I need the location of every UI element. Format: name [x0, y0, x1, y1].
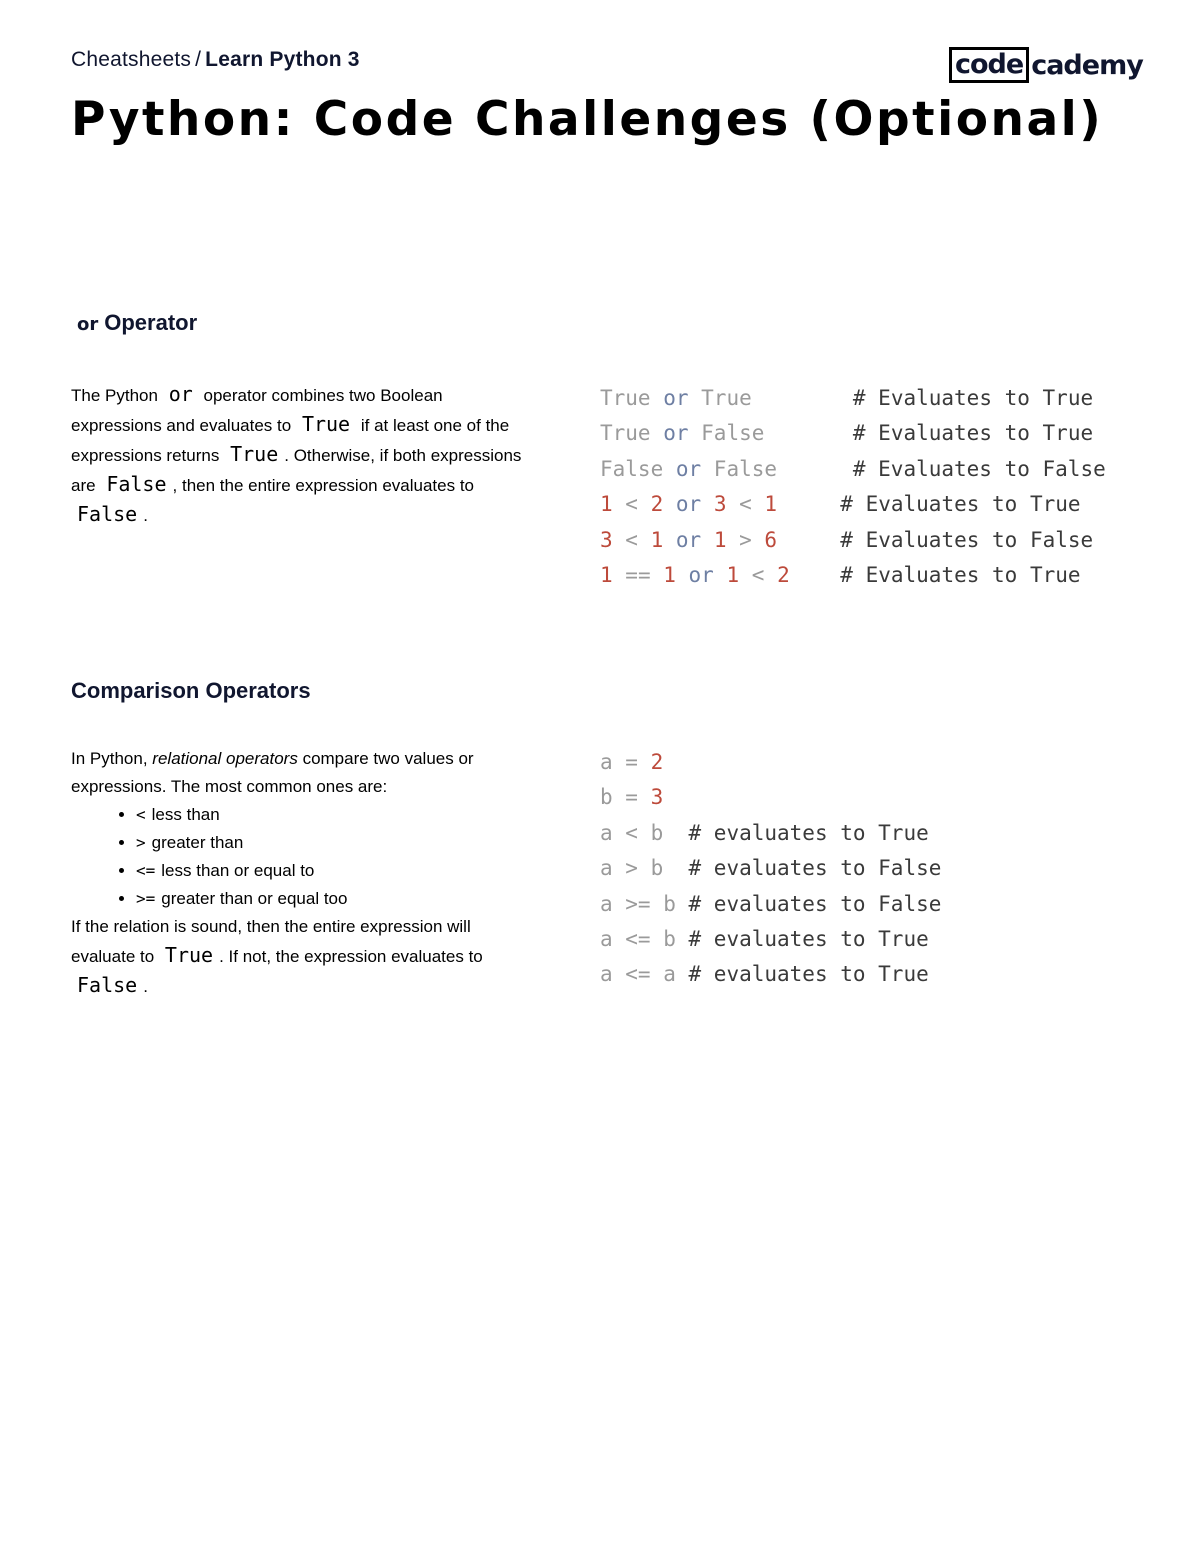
desc-text: operator combines two Boolean expressions and evaluates to — [71, 386, 443, 435]
or-operator-description — [71, 380, 531, 530]
code-token: or — [663, 456, 714, 481]
code-token — [777, 492, 840, 516]
inline-code: or — [168, 382, 193, 406]
code-token — [752, 386, 853, 410]
comparison-operators-code-example — [600, 745, 941, 993]
codecademy-logo[interactable] — [949, 46, 1143, 84]
code-token: > — [726, 527, 765, 552]
breadcrumb-separator: / — [195, 48, 202, 71]
desc-text: . — [143, 977, 148, 996]
code-token: 2 — [650, 750, 664, 774]
operator-list — [71, 801, 531, 913]
code-comment: # evaluates to True — [688, 820, 929, 845]
code-token: < — [726, 492, 765, 517]
code-line — [600, 416, 1106, 451]
desc-text: The Python — [71, 386, 158, 405]
code-comment: # Evaluates to True — [852, 386, 1094, 410]
code-token: 3 — [650, 785, 664, 810]
code-token: == — [612, 563, 664, 588]
desc-text: In Python, — [71, 749, 148, 768]
operator-label: greater than or equal too — [161, 889, 348, 908]
code-line — [600, 780, 941, 815]
code-comment: # evaluates to True — [688, 927, 929, 952]
code-comment: # Evaluates to True — [840, 492, 1081, 517]
code-comment: # Evaluates to False — [840, 527, 1094, 552]
code-token: or — [650, 421, 702, 446]
code-comment: # Evaluates to True — [840, 563, 1081, 588]
heading-inline-code: or — [77, 314, 99, 335]
inline-code: True — [164, 943, 214, 967]
code-line — [600, 558, 1106, 593]
inline-code: False — [77, 502, 138, 526]
desc-text: . — [143, 506, 148, 525]
code-comment: # evaluates to True — [688, 962, 929, 987]
desc-text: , then the entire expression evaluates to — [172, 476, 474, 495]
list-item — [136, 857, 531, 885]
inline-code: False — [77, 973, 138, 997]
list-item — [136, 885, 531, 913]
list-item — [136, 829, 531, 857]
code-token: a > b — [600, 856, 689, 881]
inline-code: False — [106, 472, 167, 496]
code-token: or — [663, 527, 714, 552]
code-token: False — [713, 456, 778, 481]
desc-text: If the relation is sound, then the entire expression will evaluate to — [71, 917, 471, 966]
desc-text: . Otherwise, if both expressions are — [71, 446, 522, 495]
code-comment: # evaluates to False — [688, 856, 942, 881]
code-line — [600, 851, 941, 886]
code-line — [600, 523, 1106, 558]
code-token — [790, 563, 841, 587]
code-token: < — [612, 492, 651, 517]
code-token: or — [675, 563, 727, 588]
code-comment: # evaluates to False — [688, 891, 942, 916]
code-token: 6 — [764, 527, 778, 552]
code-token: True — [600, 421, 651, 446]
desc-text: . If not, the expression evaluates to — [219, 947, 483, 966]
code-token: < — [739, 563, 778, 588]
code-token: 1 — [650, 527, 664, 552]
breadcrumb-root-link[interactable]: Cheatsheets — [71, 48, 192, 71]
code-comment: # Evaluates to False — [852, 456, 1106, 481]
inline-code: True — [301, 412, 351, 436]
operator-label: less than — [151, 805, 220, 824]
code-line — [600, 922, 941, 957]
code-token — [777, 528, 840, 552]
code-token: 2 — [650, 492, 664, 517]
code-token: 1 — [663, 563, 676, 588]
logo-boxed-text: code — [949, 47, 1029, 83]
code-token: 3 — [713, 492, 727, 517]
list-item — [136, 801, 531, 829]
code-line — [600, 452, 1106, 487]
code-token: a <= a — [600, 962, 689, 987]
code-line — [600, 957, 941, 992]
operator-code: > — [136, 833, 146, 852]
code-token: or — [663, 492, 714, 517]
code-token: a < b — [600, 820, 689, 845]
desc-text: compare two values or expressions. The most common ones are: — [71, 749, 474, 796]
code-token: a <= b — [600, 927, 689, 952]
code-line — [600, 816, 941, 851]
code-token: 1 — [713, 527, 727, 552]
logo-rest-text: cademy — [1031, 49, 1143, 81]
code-token: or — [650, 386, 702, 410]
breadcrumb — [71, 48, 360, 72]
code-token: a >= b — [600, 891, 689, 916]
desc-text: if at least one of the expressions returns — [71, 416, 510, 465]
or-operator-code-example — [600, 381, 1106, 593]
comparison-operators-description — [71, 745, 531, 1001]
heading-text: Operator — [104, 310, 198, 335]
code-token: b = — [600, 785, 651, 810]
code-token: 3 — [600, 527, 613, 552]
code-token: False — [600, 456, 664, 481]
code-token: True — [600, 386, 651, 410]
page-title: Python: Code Challenges (Optional) — [71, 92, 1104, 147]
breadcrumb-current: Learn Python 3 — [205, 48, 360, 71]
code-token — [777, 457, 853, 481]
operator-code: < — [136, 805, 146, 824]
code-token: True — [701, 386, 752, 410]
code-token: 2 — [777, 563, 790, 588]
code-token: 1 — [600, 492, 613, 517]
code-token: 1 — [726, 563, 740, 588]
operator-label: greater than — [151, 833, 244, 852]
section-heading-comparison-operators: Comparison Operators — [71, 678, 311, 703]
code-line — [600, 487, 1106, 522]
inline-code: True — [230, 442, 279, 466]
section-heading-or-operator — [71, 310, 197, 336]
code-token: 1 — [600, 563, 613, 588]
code-token: a = — [600, 750, 651, 774]
code-line — [600, 381, 1106, 416]
operator-code: <= — [136, 861, 156, 880]
operator-label: less than or equal to — [161, 861, 315, 880]
code-token: < — [612, 527, 651, 552]
code-line — [600, 887, 941, 922]
code-comment: # Evaluates to True — [852, 421, 1094, 446]
code-line — [600, 745, 941, 780]
operator-code: >= — [136, 889, 156, 908]
code-token: False — [701, 421, 765, 446]
code-token — [764, 421, 853, 445]
code-token: 1 — [764, 492, 778, 517]
desc-emphasis: relational operators — [152, 749, 298, 768]
